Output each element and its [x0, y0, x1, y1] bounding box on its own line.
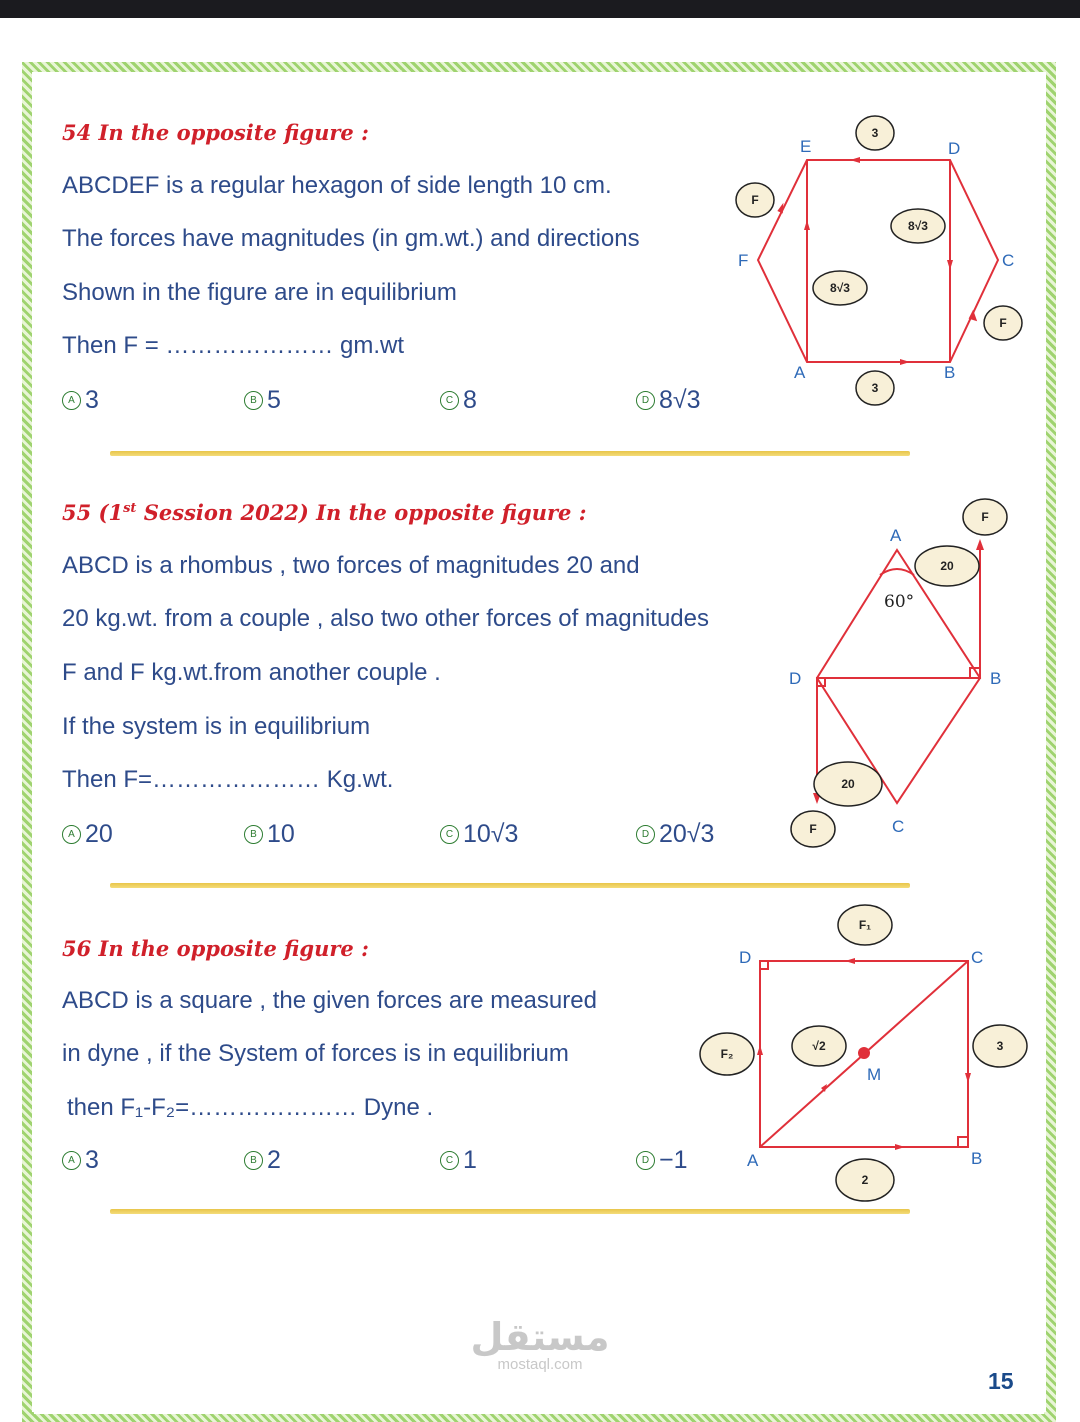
option-text: 1	[463, 1146, 477, 1174]
vertex-e-label: E	[800, 137, 812, 156]
q55-option-c[interactable]	[440, 820, 518, 849]
option-c-icon: C	[440, 1151, 459, 1170]
q56-line-1: ABCD is a square , the given forces are measured	[62, 987, 597, 1014]
force-bottom-label: 3	[871, 381, 879, 395]
page-number: 15	[988, 1368, 1014, 1394]
q54-option-a[interactable]	[62, 386, 99, 415]
point-m	[858, 1047, 870, 1059]
q56-option-b[interactable]	[244, 1146, 281, 1175]
separator-line	[110, 883, 910, 888]
force-top-label: F₁	[858, 918, 872, 932]
vertex-b-label: B	[990, 669, 1002, 688]
vertex-b-label: B	[944, 363, 956, 382]
q55-line-1: ABCD is a rhombus , two forces of magnitudes 20 and	[62, 552, 640, 579]
force-bottom-f-label: F	[809, 822, 817, 836]
option-d-icon: D	[636, 825, 655, 844]
option-text: 10	[267, 820, 295, 848]
vertex-a-label: A	[794, 363, 806, 382]
option-text: 10√3	[463, 820, 519, 848]
q55-title-sup: st	[123, 501, 137, 516]
q55-line-4: If the system is in equilibrium	[62, 713, 371, 740]
option-text: 3	[85, 1146, 99, 1174]
vertex-c-label: C	[892, 817, 905, 836]
q55-rhombus-figure	[780, 495, 1050, 855]
force-top-label: 3	[871, 126, 879, 140]
force-right-label: 3	[996, 1039, 1004, 1053]
force-top-f-label: F	[981, 510, 989, 524]
q54-line-4: Then F = ………………… gm.wt	[62, 332, 405, 359]
vertex-d-label: D	[739, 948, 752, 967]
option-a-icon: A	[62, 391, 81, 410]
q56-line-2: in dyne , if the System of forces is in equilibrium	[62, 1040, 569, 1067]
separator-line	[110, 1209, 910, 1214]
option-text: 8√3	[659, 386, 701, 414]
q54-option-d[interactable]	[636, 386, 701, 415]
vertex-a-label: A	[747, 1151, 759, 1170]
force-diag1-label: 8√3	[830, 281, 850, 295]
force-diag-label: √2	[812, 1039, 826, 1053]
watermark	[470, 1318, 610, 1372]
q54-line-3: Shown in the figure are in equilibrium	[62, 279, 457, 306]
hexagon-outline	[758, 160, 998, 362]
option-text: 2	[267, 1146, 281, 1174]
vertex-d-label: D	[948, 139, 961, 158]
vertex-c-label: C	[971, 948, 984, 967]
vertex-c-label: C	[1002, 251, 1015, 270]
option-text: 8	[463, 386, 477, 414]
q55-option-d[interactable]	[636, 820, 714, 849]
q56-option-a[interactable]	[62, 1146, 99, 1175]
option-a-icon: A	[62, 825, 81, 844]
q55-line-5: Then F=………………… Kg.wt.	[62, 766, 394, 793]
force-right-label: F	[999, 316, 1007, 330]
q55-title-num: 55 (1	[62, 500, 124, 525]
force-diag2-label: 8√3	[908, 219, 928, 233]
q56-square-figure	[695, 900, 1035, 1210]
option-c-icon: C	[440, 825, 459, 844]
q56-option-c[interactable]	[440, 1146, 477, 1175]
q54-line-2: The forces have magnitudes (in gm.wt.) and directions	[62, 225, 640, 252]
option-d-icon: D	[636, 391, 655, 410]
option-d-icon: D	[636, 1151, 655, 1170]
option-a-icon: A	[62, 1151, 81, 1170]
option-b-icon: B	[244, 391, 263, 410]
q55-title	[62, 500, 586, 525]
q54-hexagon-figure	[720, 100, 1060, 420]
force-left-label: F	[751, 193, 759, 207]
option-text: 3	[85, 386, 99, 414]
watermark-latin: mostaql.com	[497, 1356, 583, 1373]
q55-title-rest: Session 2022) In the opposite figure :	[136, 500, 587, 525]
angle-label: 60°	[884, 592, 915, 612]
top-bar	[0, 0, 1080, 18]
option-text: 5	[267, 386, 281, 414]
vertex-f-label: F	[738, 251, 749, 270]
force-bottom-20-label: 20	[841, 777, 855, 791]
q55-line-3: F and F kg.wt.from another couple .	[62, 659, 441, 686]
force-top-20-label: 20	[940, 559, 954, 573]
q56-title: 56 In the opposite figure :	[62, 936, 369, 961]
vertex-d-label: D	[789, 669, 802, 688]
option-text: −1	[659, 1146, 688, 1174]
q56-line-3: then F₁-F₂=………………… Dyne .	[67, 1094, 434, 1121]
vertex-b-label: B	[971, 1149, 983, 1168]
option-c-icon: C	[440, 391, 459, 410]
q54-line-1: ABCDEF is a regular hexagon of side length 10 cm.	[62, 172, 612, 199]
option-text: 20√3	[659, 820, 715, 848]
q54-title: 54 In the opposite figure :	[62, 120, 369, 145]
force-bottom-label: 2	[861, 1173, 869, 1187]
point-m-label: M	[867, 1065, 882, 1084]
option-text: 20	[85, 820, 113, 848]
option-b-icon: B	[244, 825, 263, 844]
vertex-a-label: A	[890, 526, 902, 545]
force-left-label: F₂	[720, 1047, 734, 1061]
q55-option-a[interactable]	[62, 820, 113, 849]
q56-option-d[interactable]	[636, 1146, 688, 1175]
watermark-arabic: مستقل	[470, 1317, 610, 1359]
option-b-icon: B	[244, 1151, 263, 1170]
q54-option-b[interactable]	[244, 386, 281, 415]
q54-option-c[interactable]	[440, 386, 477, 415]
separator-line	[110, 451, 910, 456]
q55-line-2: 20 kg.wt. from a couple , also two other forces of magnitudes	[62, 605, 709, 632]
q55-option-b[interactable]	[244, 820, 295, 849]
